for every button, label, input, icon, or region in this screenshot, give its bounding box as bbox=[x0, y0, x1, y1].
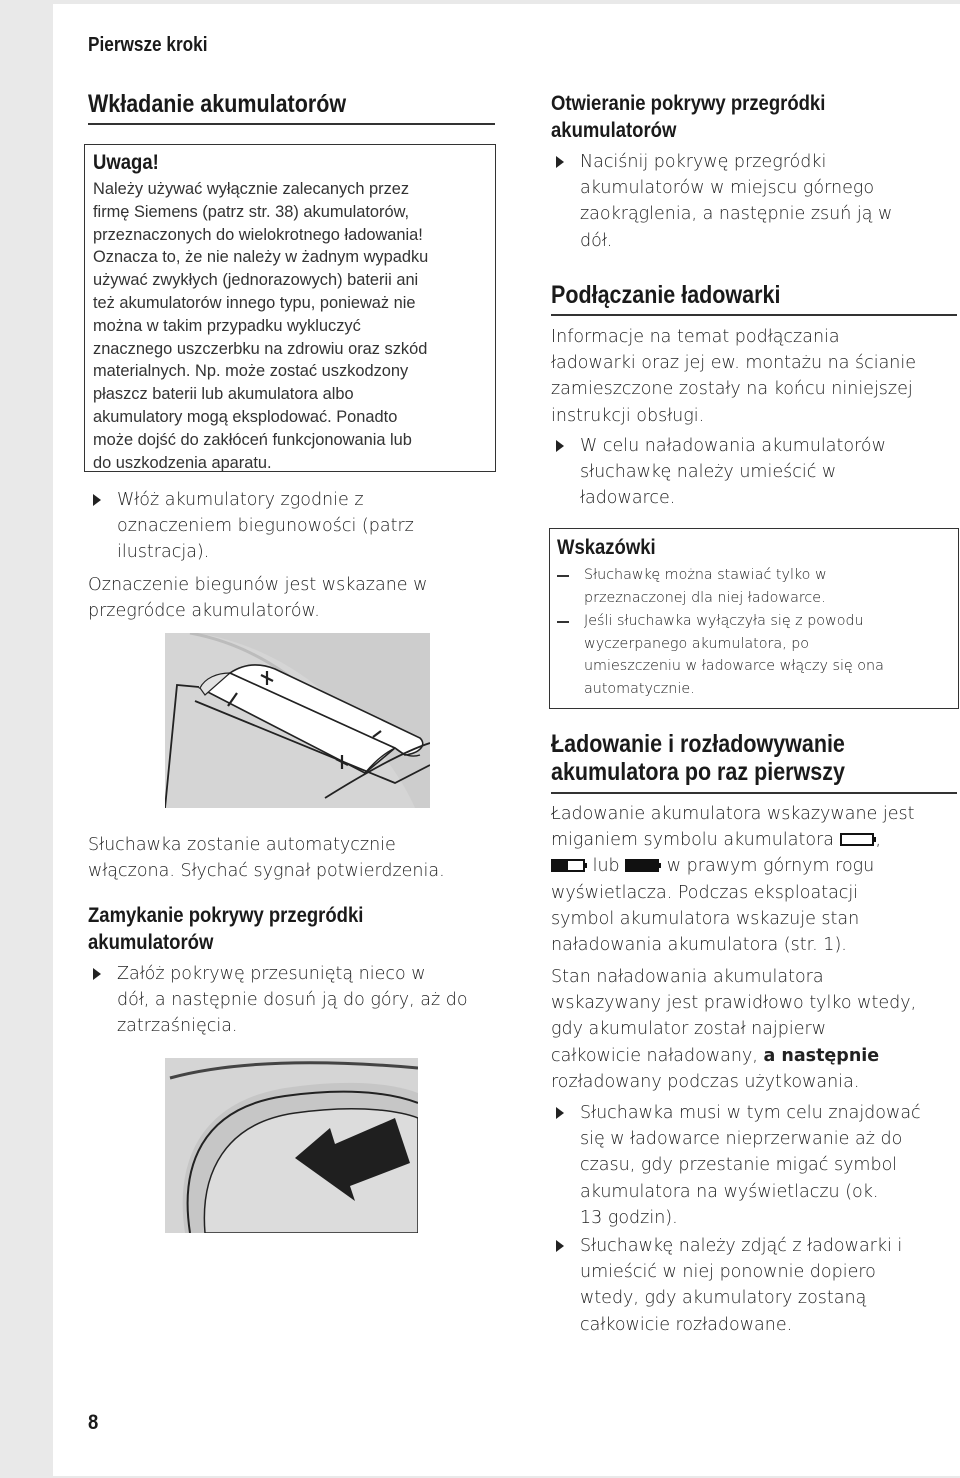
step-arrow-icon bbox=[93, 968, 101, 980]
heading-battery-insertion: Wkładanie akumulatorów bbox=[88, 90, 347, 118]
step-arrow-icon bbox=[556, 156, 564, 168]
heading-rule bbox=[551, 792, 957, 794]
list-dash bbox=[557, 621, 569, 623]
tips-title: Wskazówki bbox=[557, 535, 656, 559]
step-arrow-icon bbox=[556, 1240, 564, 1252]
heading-first-charging: Ładowanie i rozładowywanie akumulatora po raz pierwszy bbox=[551, 730, 845, 786]
tip-item-1: Słuchawkę można stawiać tylko w przeznaczonej dla niej ładowarce. bbox=[584, 567, 827, 606]
heading-connect-charger: Podłączanie ładowarki bbox=[551, 281, 781, 309]
section-title: Pierwsze kroki bbox=[88, 34, 208, 56]
warning-title: Uwaga! bbox=[93, 150, 159, 174]
insert-battery-step: Włóż akumulatory zgodnie z oznaczeniem biegunowości (patrz ilustracja). bbox=[117, 490, 414, 563]
charger-info: Informacje na temat podłączania ładowarki oraz jej ew. montażu na ścianie zamieszczone zostały na końcu niniejszej instrukcji obsługi. bbox=[551, 327, 917, 426]
charging-indicator-text: Ładowanie akumulatora wskazywane jest miganiem symbolu akumulatora , lub w prawym górnym rogu wyświetlacza. Podczas eksploatacji symbol akumulatora wskazuje stan naładowania akumulatora (str. 1). bbox=[551, 804, 915, 956]
step-arrow-icon bbox=[93, 494, 101, 506]
heading-rule bbox=[88, 123, 495, 125]
charging-step-1: Słuchawka musi w tym celu znajdować się w ładowarce nieprzerwanie aż do czasu, gdy przestanie migać symbol akumulatora na wyświetlaczu (ok. 13 godzin). bbox=[580, 1103, 921, 1228]
charger-step: W celu naładowania akumulatorów słuchawkę należy umieścić w ładowarce. bbox=[580, 436, 886, 509]
tip-item-2: Jeśli słuchawka wyłączyła się z powodu wyczerpanego akumulatora, po umieszczeniu w ładowarce włączy się ona automatycznie. bbox=[584, 613, 884, 697]
charging-step-2: Słuchawkę należy zdjąć z ładowarki i umieścić w niej ponownie dopiero wtedy, gdy akumulatory zostaną całkowicie rozładowane. bbox=[580, 1236, 903, 1335]
close-cover-step: Załóż pokrywę przesuniętą nieco w dół, a następnie dosuń ją do góry, aż do zatrzaśnięcia. bbox=[117, 964, 468, 1037]
step-arrow-icon bbox=[556, 440, 564, 452]
auto-power-on-note: Słuchawka zostanie automatycznie włączona. Słychać sygnał potwierdzenia. bbox=[88, 835, 445, 882]
page-number: 8 bbox=[88, 1410, 99, 1434]
charge-status-text: Stan naładowania akumulatora wskazywany jest prawidłowo tylko wtedy, gdy akumulator został najpierw całkowicie naładowany, a następnie rozładowany podczas użytkowania. bbox=[551, 967, 917, 1092]
battery-empty-icon bbox=[840, 833, 876, 846]
polarity-note: Oznaczenie biegunów jest wskazane w przegródce akumulatorów. bbox=[88, 575, 428, 622]
heading-close-cover: Zamykanie pokrywy przegródki akumulatorów bbox=[88, 903, 364, 954]
battery-compartment-illustration bbox=[165, 633, 430, 808]
warning-text: Należy używać wyłącznie zalecanych przez firmę Siemens (patrz str. 38) akumulatorów, przeznaczonych do wielokrotnego ładowania! Oznacza to, że nie należy w żadnym wypadku używać zwykłych (jednorazowych) baterii ani też akumulatorów innego typu, ponieważ nie można w takim przypadku wykluczyć znacznego uszczerbku na zdrowiu oraz szkód materialnych. Np. może zostać uszkodzony płaszcz baterii lub akumulatora albo akumulatory mogą eksplodować. Ponadto może dojść do zakłóceń funkcjonowania lub do uszkodzenia aparatu. bbox=[93, 180, 429, 472]
battery-full-icon bbox=[625, 859, 661, 872]
heading-open-cover: Otwieranie pokrywy przegródki akumulatorów bbox=[551, 91, 826, 142]
battery-half-icon bbox=[551, 859, 587, 872]
step-arrow-icon bbox=[556, 1107, 564, 1119]
cover-closing-illustration bbox=[165, 1058, 418, 1233]
heading-rule bbox=[551, 314, 957, 316]
open-cover-step: Naciśnij pokrywę przegródki akumulatorów w miejscu górnego zaokrąglenia, a następnie zsuń ją w dół. bbox=[580, 152, 893, 251]
list-dash bbox=[557, 575, 569, 577]
